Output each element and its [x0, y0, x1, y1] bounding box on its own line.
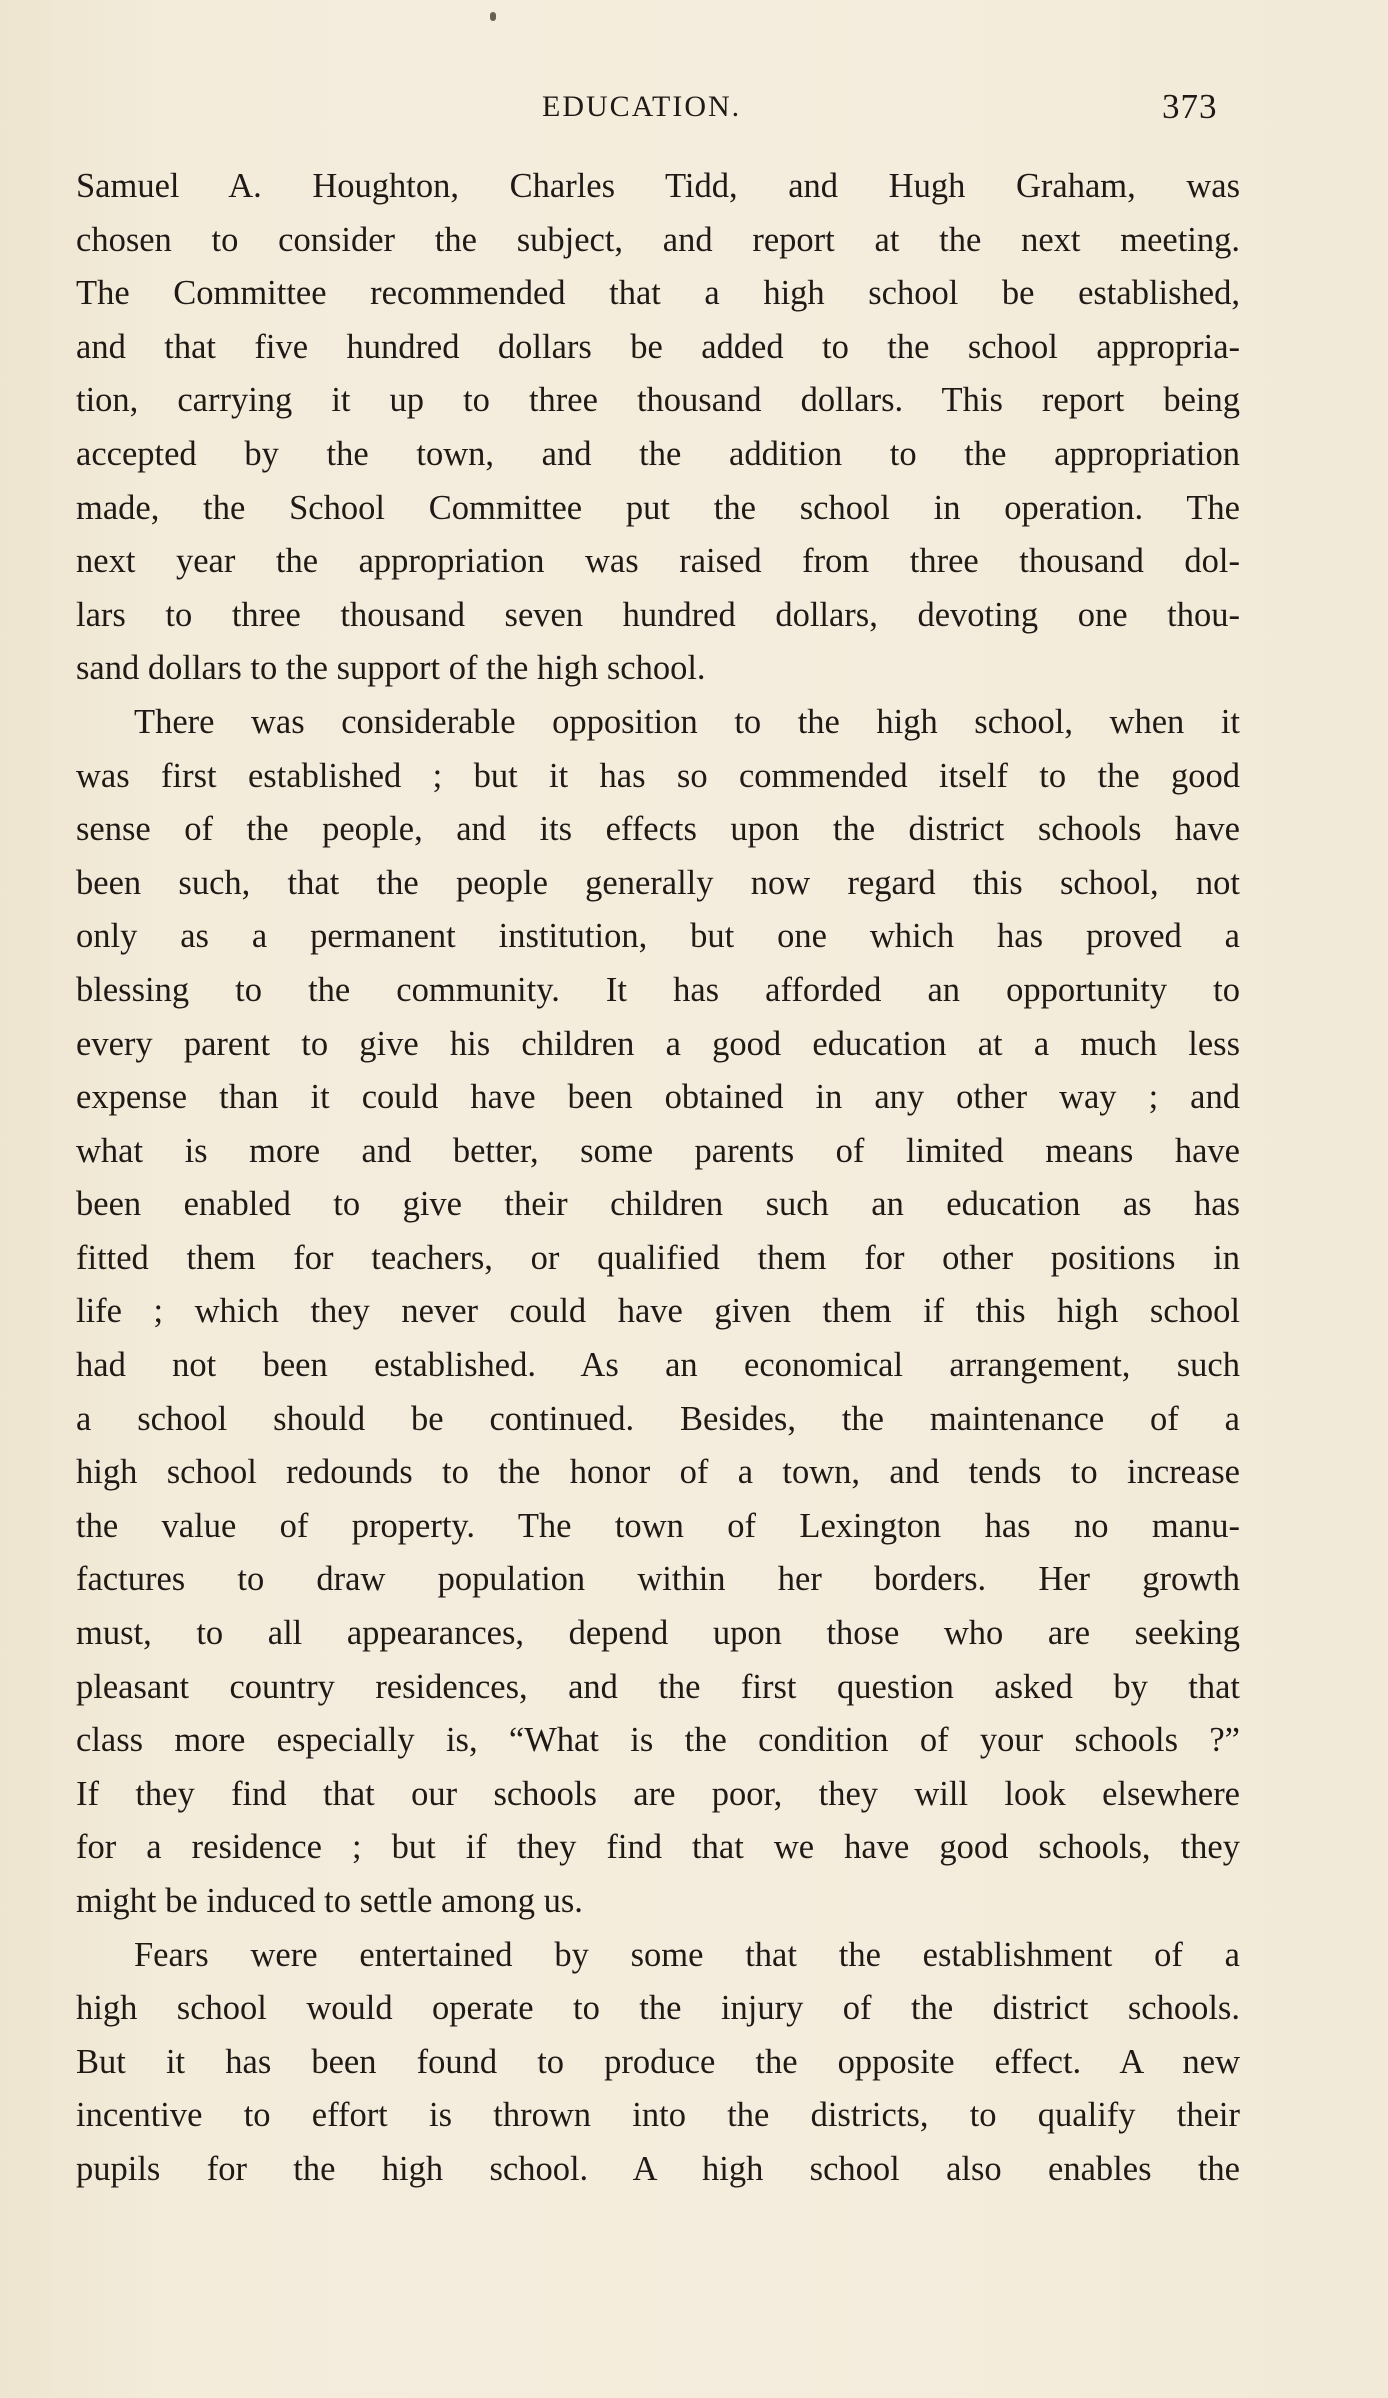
text-line: incentive to effort is thrown into the districts, to qualify their	[76, 2096, 1240, 2135]
text-line: been enabled to give their children such an education as has	[76, 1185, 1240, 1224]
text-line: only as a permanent institution, but one which has proved a	[76, 917, 1240, 956]
text-line: what is more and better, some parents of limited means have	[76, 1131, 1240, 1170]
page-number: 373	[1162, 87, 1218, 126]
text-line: If they find that our schools are poor, they will look elsewhere	[76, 1774, 1240, 1813]
running-title: EDUCATION.	[542, 90, 742, 123]
text-line: for a residence ; but if they find that we have good schools, they	[76, 1828, 1240, 1867]
text-line: every parent to give his children a good education at a much less	[76, 1024, 1240, 1063]
text-line: The Committee recommended that a high school be established,	[76, 274, 1240, 313]
text-line: high school would operate to the injury of the district schools.	[76, 1989, 1240, 2028]
text-line: class more especially is, “What is the condition of your schools ?”	[76, 1721, 1240, 1760]
text-line: next year the appropriation was raised from three thousand dol-	[76, 542, 1240, 581]
text-line: a school should be continued. Besides, the maintenance of a	[76, 1399, 1240, 1438]
text-line: sand dollars to the support of the high school.	[76, 649, 706, 688]
text-line: expense than it could have been obtained in any other way ; and	[76, 1078, 1240, 1117]
text-line: Fears were entertained by some that the establishment of a	[134, 1935, 1240, 1974]
text-line: been such, that the people generally now regard this school, not	[76, 863, 1240, 902]
ink-speck	[490, 12, 496, 21]
text-line: must, to all appearances, depend upon those who are seeking	[76, 1614, 1240, 1653]
text-line: was first established ; but it has so commended itself to the good	[76, 756, 1240, 795]
text-line: sense of the people, and its effects upon the district schools have	[76, 810, 1240, 849]
text-line: factures to draw population within her borders. Her growth	[76, 1560, 1240, 1599]
text-line: fitted them for teachers, or qualified them for other positions in	[76, 1238, 1240, 1277]
page-header	[0, 83, 1388, 131]
text-line: Samuel A. Houghton, Charles Tidd, and Hugh Graham, was	[76, 167, 1240, 205]
text-line: the value of property. The town of Lexington has no manu-	[76, 1506, 1240, 1545]
text-line: chosen to consider the subject, and report at the next meeting.	[76, 220, 1240, 259]
text-line: life ; which they never could have given them if this high school	[76, 1292, 1240, 1331]
text-line: pupils for the high school. A high school also enables the	[76, 2149, 1240, 2188]
text-line: blessing to the community. It has afforded an opportunity to	[76, 970, 1240, 1009]
text-line: But it has been found to produce the opposite effect. A new	[76, 2042, 1240, 2081]
text-line: made, the School Committee put the school in operation. The	[76, 488, 1240, 527]
body-text	[76, 160, 1240, 2197]
text-line: There was considerable opposition to the high school, when it	[134, 702, 1240, 741]
text-line: lars to three thousand seven hundred dollars, devoting one thou-	[76, 595, 1240, 634]
text-line: might be induced to settle among us.	[76, 1882, 583, 1920]
text-line: tion, carrying it up to three thousand dollars. This report being	[76, 381, 1240, 420]
text-line: accepted by the town, and the addition to the appropriation	[76, 434, 1240, 473]
text-line: and that five hundred dollars be added to the school appropria-	[76, 327, 1240, 366]
text-line: high school redounds to the honor of a town, and tends to increase	[76, 1453, 1240, 1492]
text-line: pleasant country residences, and the first question asked by that	[76, 1667, 1240, 1706]
text-line: had not been established. As an economical arrangement, such	[76, 1346, 1240, 1385]
